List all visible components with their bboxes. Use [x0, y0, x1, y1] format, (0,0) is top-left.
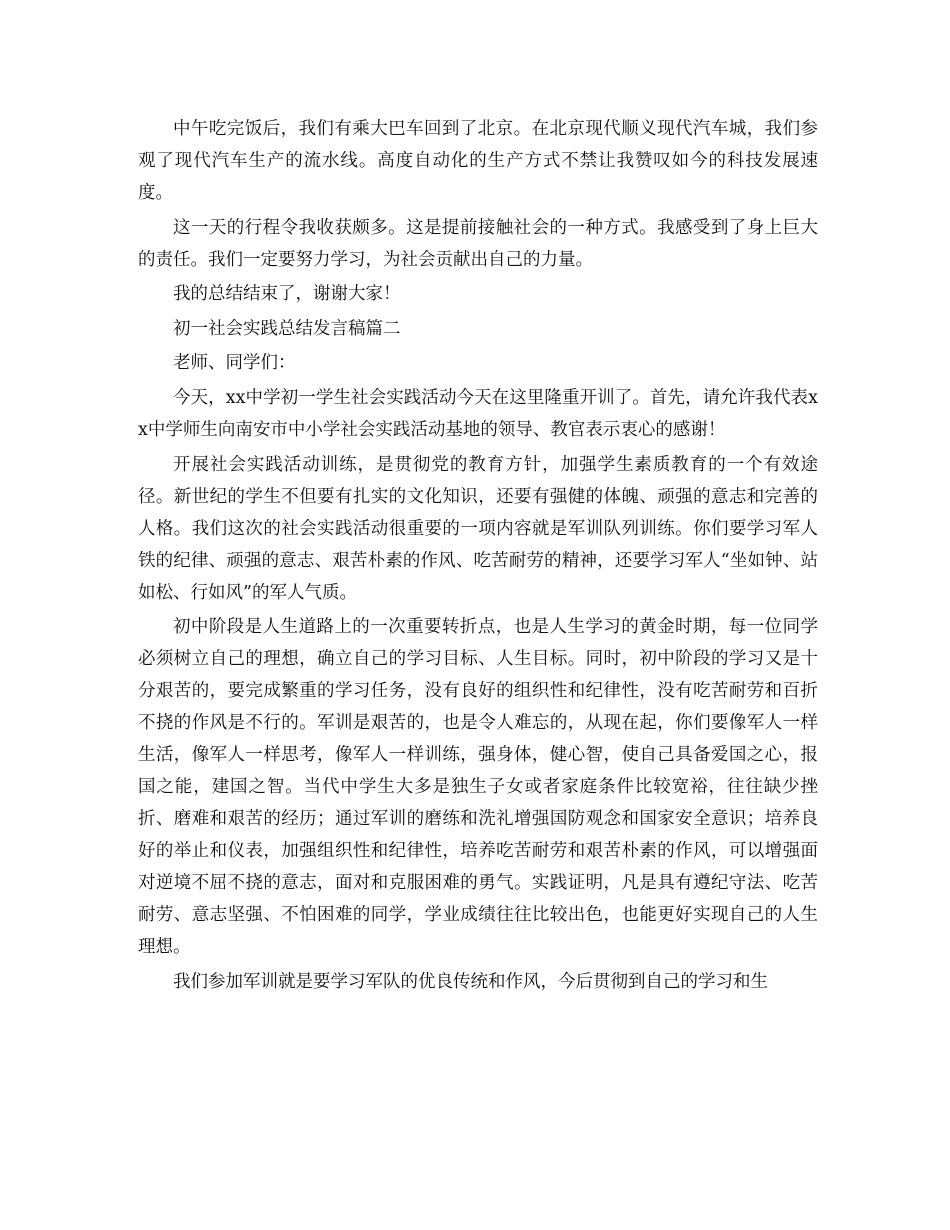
- paragraph-opening: 今天，xx中学初一学生社会实践活动今天在这里隆重开训了。首先，请允许我代表xx中学师生向南安市中小学社会实践活动基地的领导、教官表示衷心的感谢！: [138, 387, 818, 440]
- paragraph-day-summary: 这一天的行程令我收获颇多。这是提前接触社会的一种方式。我感受到了身上巨大的责任。我们一定要努力学习，为社会贡献出自己的力量。: [138, 217, 818, 270]
- paragraph-closing-thanks: 我的总结结束了，谢谢大家！: [173, 284, 401, 305]
- salutation: 老师、同学们：: [173, 353, 296, 374]
- paragraph-lunch-trip: 中午吃完饭后，我们有乘大巴车回到了北京。在北京现代顺义现代汽车城，我们参观了现代汽车生产的流水线。高度自动化的生产方式不禁让我赞叹如今的科技发展速度。: [138, 119, 818, 203]
- paragraph-military-training: 我们参加军训就是要学习军队的优良传统和作风，今后贯彻到自己的学习和生: [173, 971, 768, 992]
- paragraph-training-purpose: 开展社会实践活动训练，是贯彻党的教育方针，加强学生素质教育的一个有效途径。新世纪的学生不但要有扎实的文化知识，还要有强健的体魄、顽强的意志和完善的人格。我们这次的社会实践活动很重要的一项内容就是军训队列训练。你们要学习军人铁的纪律、顽强的意志、艰苦朴素的作风、吃苦耐劳的精神，还要学习军人“坐如钟、站如松、行如风”的军人气质。: [138, 454, 818, 603]
- document-body: [138, 113, 818, 1000]
- paragraph-junior-high-stage: 初中阶段是人生道路上的一次重要转折点，也是人生学习的黄金时期，每一位同学必须树立自己的理想，确立自己的学习目标、人生目标。同时，初中阶段的学习又是十分艰苦的，要完成繁重的学习任务，没有良好的组织性和纪律性，没有吃苦耐劳和百折不挠的作风是不行的。军训是艰苦的，也是令人难忘的，从现在起，你们要像军人一样生活，像军人一样思考，像军人一样训练，强身体，健心智，使自己具备爱国之心，报国之能，建国之智。当代中学生大多是独生子女或者家庭条件比较宽裕，往往缺少挫折、磨难和艰苦的经历；通过军训的磨练和洗礼增强国防观念和国家安全意识；培养良好的举止和仪表，加强组织性和纪律性，培养吃苦耐劳和艰苦朴素的作风，可以增强面对逆境不屈不挠的意志，面对和克服困难的勇气。实践证明，凡是具有遵纪守法、吃苦耐劳、意志坚强、不怕困难的同学，学业成绩往往比较出色，也能更好实现自己的人生理想。: [138, 617, 818, 958]
- section-heading: 初一社会实践总结发言稿篇二: [173, 318, 401, 339]
